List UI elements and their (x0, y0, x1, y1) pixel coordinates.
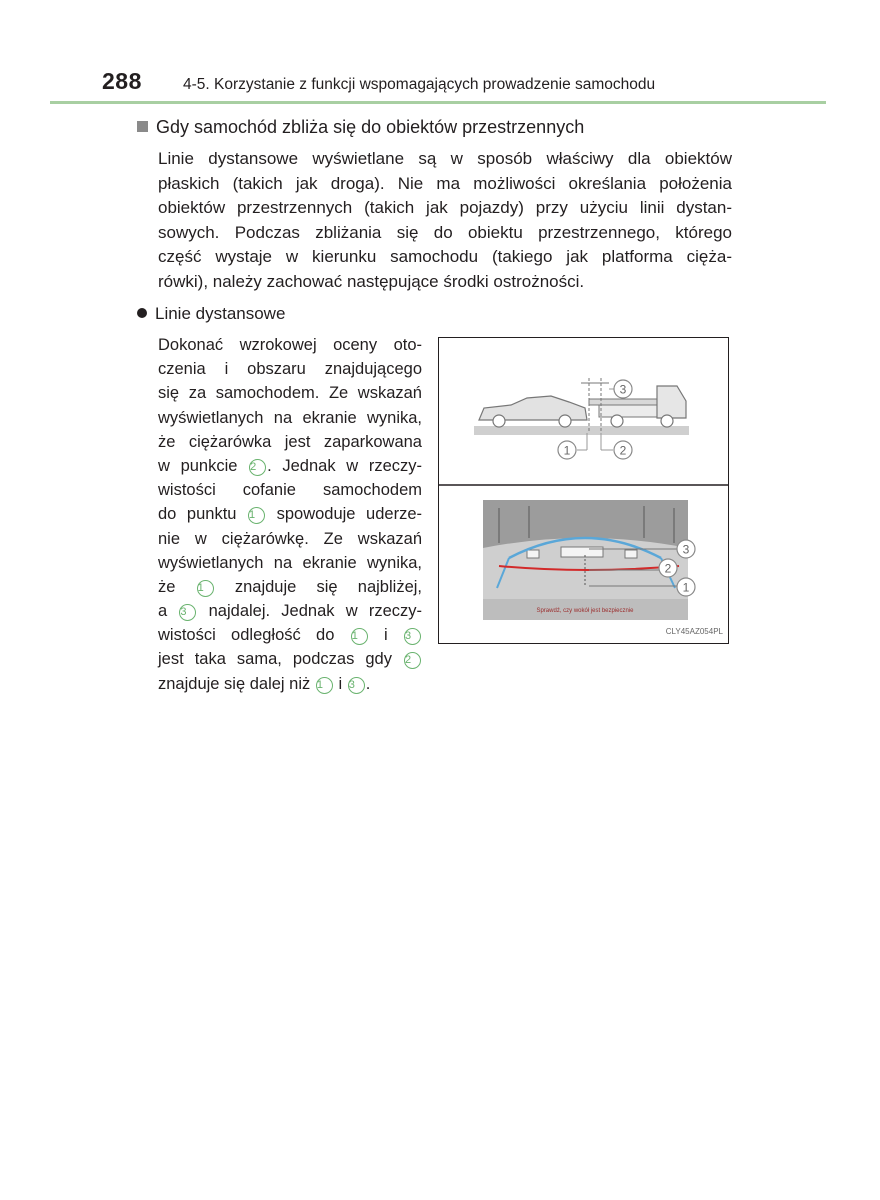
round-bullet-icon (137, 308, 147, 318)
paragraph-line: sowych. Podczas zbliżania się do obiektu przestrzennego, którego (158, 222, 732, 242)
body-text: wistości odległość do (158, 626, 335, 645)
body-text: w punkcie (158, 456, 238, 475)
figure-code: CLY45AZ054PL (665, 627, 723, 636)
body-text: i (384, 626, 388, 645)
body-line: wyświetlanych na ekranie wynika, (158, 408, 422, 427)
callout-label: 2 (664, 561, 672, 576)
marker-3-icon: 3 (179, 604, 196, 621)
callout-2-icon (659, 559, 677, 577)
body-text: i (338, 674, 343, 693)
callout-1-icon (677, 578, 695, 596)
body-text: do punktu (158, 505, 237, 524)
body-line (158, 575, 422, 599)
body-line: wyświetlanych na ekranie wynika, (158, 553, 422, 572)
marker-3-icon: 3 (404, 628, 421, 645)
header-rule (50, 101, 826, 104)
chapter-title: 4-5. Korzystanie z funkcji wspomagających prowadzenie samochodu (183, 76, 656, 93)
body-text: . Jednak w rzeczy- (267, 456, 422, 475)
illustration-figure (438, 337, 729, 644)
callout-label: 3 (619, 382, 627, 397)
body-line (158, 647, 422, 671)
marker-2-icon: 2 (249, 459, 266, 476)
callout-3-icon (677, 540, 695, 558)
body-line (158, 502, 422, 526)
marker-1-icon: 1 (316, 677, 333, 694)
section-paragraph (158, 147, 732, 294)
body-line (158, 454, 422, 478)
paragraph-line: płaskich (takich jak droga). Nie ma możliwości określania położenia (158, 173, 732, 193)
body-line: nie w ciężarówkę. Ze wskazań (158, 529, 422, 548)
screen-caption: Sprawdź, czy wokół jest bezpiecznie (536, 608, 634, 614)
callout-label: 1 (563, 443, 571, 458)
body-text: . (365, 674, 371, 693)
body-line (158, 599, 422, 623)
body-text: jest taka sama, podczas gdy (158, 650, 392, 669)
paragraph-line: część wystaje w kierunku samochodu (takiego jak platforma cięża- (158, 247, 732, 266)
callout-2-icon (614, 441, 632, 459)
marker-1-icon: 1 (351, 628, 368, 645)
body-line (158, 672, 422, 696)
callout-label: 3 (682, 542, 690, 557)
callout-3-icon (614, 380, 632, 398)
marker-3-icon: 3 (348, 677, 365, 694)
marker-1-icon: 1 (197, 580, 214, 597)
callout-1-icon (558, 441, 576, 459)
body-line: że ciężarówka jest zaparkowana (158, 432, 422, 451)
bullet-title-text: Linie dystansowe (155, 304, 286, 323)
body-line: Dokonać wzrokowej oceny oto- (158, 336, 422, 354)
body-line: czenia i obszaru znajdującego (158, 360, 422, 379)
paragraph-line: Linie dystansowe wyświetlane są w sposób właściwy dla obiektów (158, 149, 732, 168)
body-text: najdalej. Jednak w rzeczy- (208, 602, 422, 621)
marker-2-icon: 2 (404, 652, 421, 669)
section-title-text: Gdy samochód zbliża się do obiektów przestrzennych (156, 117, 585, 137)
bullet-body (158, 333, 422, 696)
body-text: a (158, 602, 168, 621)
body-text: spowoduje uderze- (276, 505, 422, 524)
marker-1-icon: 1 (248, 507, 265, 524)
body-text: znajduje się dalej niż (158, 674, 311, 693)
camera-screen-view (483, 500, 695, 620)
page-number: 288 (102, 68, 142, 94)
page-header (50, 68, 826, 104)
side-view-scene (474, 378, 689, 459)
body-line: wistości cofanie samochodem (158, 481, 422, 500)
ground (474, 426, 689, 435)
body-line (158, 623, 422, 647)
square-bullet-icon (137, 121, 148, 132)
paragraph-line: rówki), należy zachować następujące środki ostrożności. (158, 271, 585, 291)
callout-label: 1 (682, 580, 690, 595)
section-heading (137, 117, 584, 138)
rear-camera-diagram (439, 338, 728, 643)
body-line: się za samochodem. Ze wskazań (158, 384, 422, 403)
bullet-heading (137, 304, 285, 324)
body-text: że (158, 577, 176, 596)
body-text: znajduje się najbliżej, (234, 577, 422, 596)
paragraph-line: obiektów przestrzennych (takich jak pojazdy) przy użyciu linii dystan- (158, 198, 732, 217)
truck-icon (657, 386, 686, 418)
callout-label: 2 (619, 443, 627, 458)
